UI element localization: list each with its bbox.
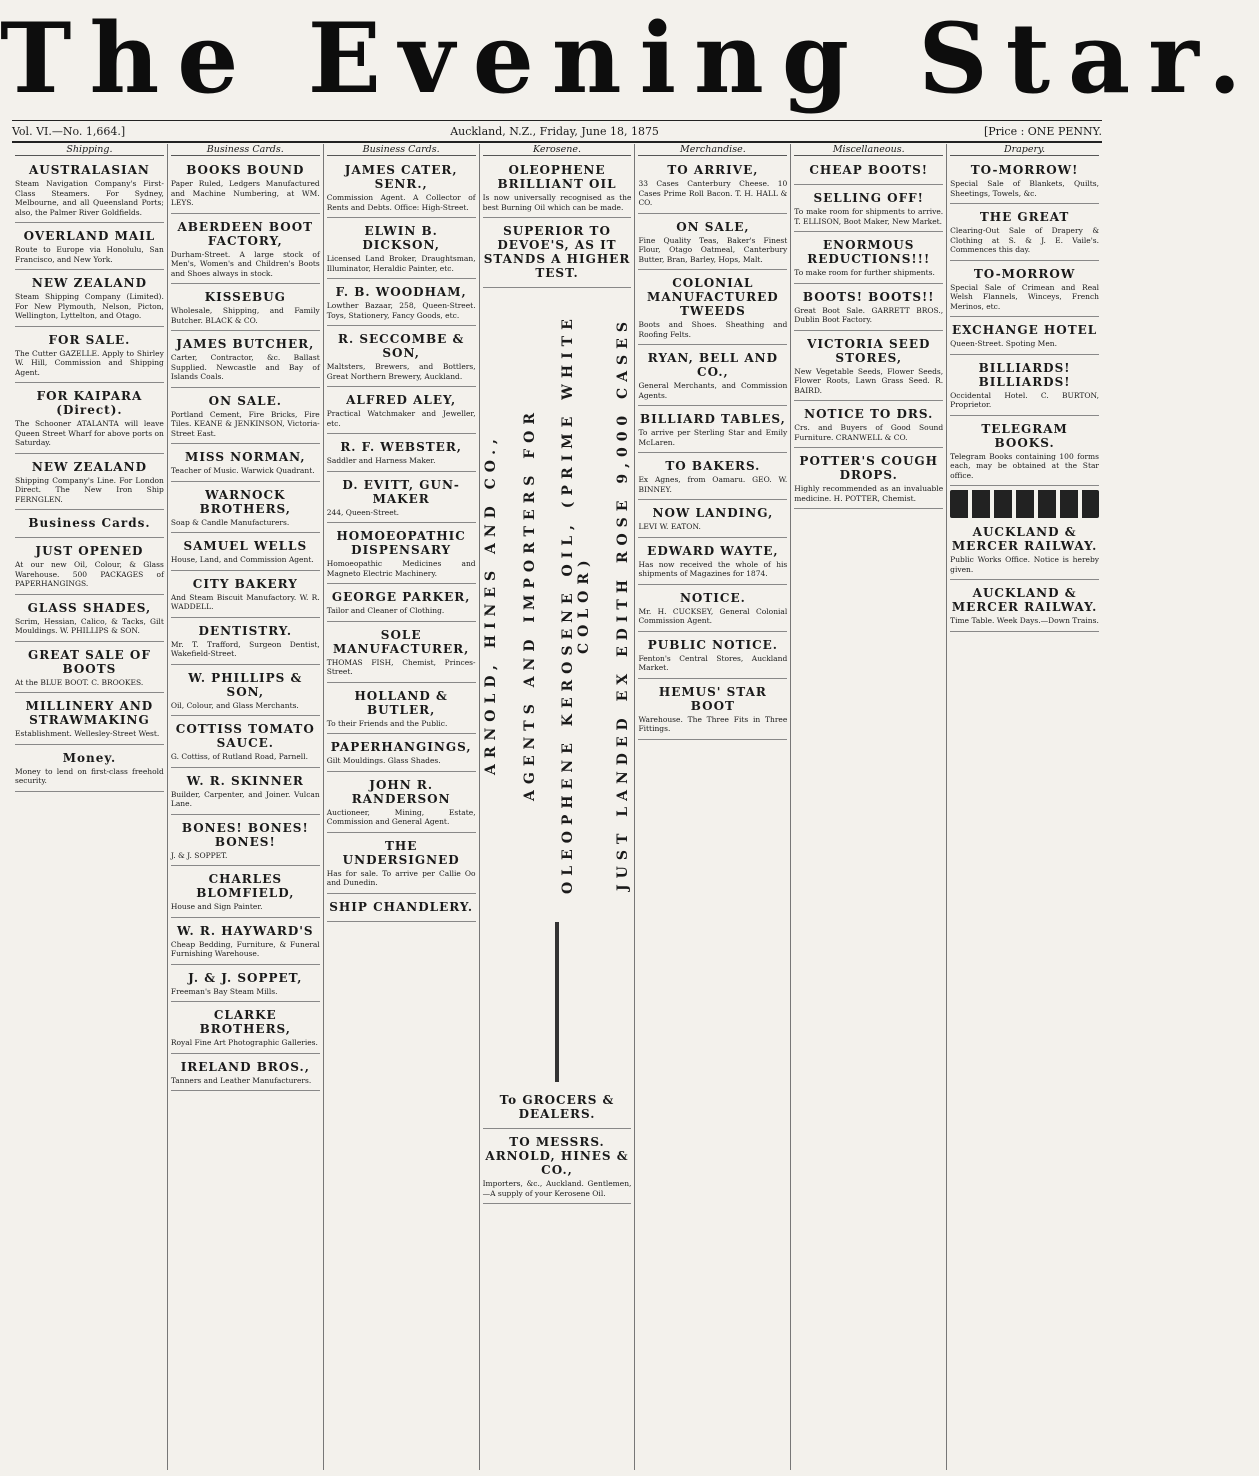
testimonial: [483, 1132, 632, 1204]
ad-title: ON SALE,: [676, 219, 750, 234]
ad-title: OVERLAND MAIL: [23, 229, 156, 243]
advertisement: [15, 598, 164, 642]
ad-title: MILLINERY AND STRAWMAKING: [25, 699, 154, 727]
ad-text: Tailor and Cleaner of Clothing.: [326, 606, 445, 615]
advertisement: [794, 188, 943, 232]
ad-text: Shipping Company's Line. For London Direct. The New Iron Ship FERNGLEN.: [15, 475, 164, 504]
ad-title: W. PHILLIPS & SON,: [188, 670, 303, 699]
ad-title: NOTICE TO DRS.: [804, 407, 934, 421]
advertisement: [327, 329, 476, 387]
column-3: [324, 144, 480, 1470]
ad-text: Soap & Candle Manufacturers.: [170, 517, 290, 527]
ad-text: General Merchants, and Commission Agents.: [638, 381, 788, 400]
advertisement: [638, 456, 787, 500]
ad-title: TELEGRAM BOOKS.: [981, 421, 1068, 450]
ad-text: G. Cottiss, of Rutland Road, Parnell.: [170, 752, 308, 761]
advertisement: [171, 869, 320, 918]
advertisement: [171, 968, 320, 1003]
vertical-line: JUST LANDED EX EDITH ROSE 9,000 CASES: [615, 316, 632, 892]
ad-title: SHIP CHANDLERY.: [329, 899, 474, 914]
ad-text: At our new Oil, Colour, & Glass Warehouse. 500 PACKAGES of PAPERHANGINGS.: [15, 560, 164, 588]
ad-text: Oil, Colour, and Glass Merchants.: [170, 700, 299, 710]
testimonial-text: Importers, &c., Auckland. Gentlemen,—A supply of your Kerosene Oil.: [482, 1179, 632, 1198]
advertisement: [171, 771, 320, 815]
ad-title: VICTORIA SEED STORES,: [807, 336, 931, 365]
column-heading: Merchandise.: [638, 144, 787, 156]
advertisement: [327, 625, 476, 683]
place-date: Auckland, N.Z., Friday, June 18, 1875: [450, 124, 659, 138]
advertisement: [483, 1090, 632, 1129]
ad-text: Money to lend on first-class freehold security.: [15, 766, 164, 785]
advertisement: [950, 320, 1099, 355]
ad-text: Commission Agent. A Collector of Rents and Debts. Office: High-Street.: [326, 193, 476, 212]
ad-title: EDWARD WAYTE,: [647, 543, 779, 558]
advertisement: [794, 287, 943, 331]
ad-text: J. & J. SOPPET.: [170, 850, 228, 860]
ad-title: BONES! BONES! BONES!: [181, 820, 309, 849]
ad-text: Mr. T. Trafford, Surgeon Dentist, Wakefield-Street.: [170, 639, 320, 658]
ad-text: Wholesale, Shipping, and Family Butcher. BLACK & CO.: [170, 306, 320, 325]
advertisement: [15, 330, 164, 384]
ad-title: W. R. HAYWARD'S: [176, 923, 314, 938]
ad-title: NOW LANDING,: [652, 506, 774, 520]
ad-text: Tanners and Leather Manufacturers.: [170, 1075, 312, 1085]
advertisement: [327, 836, 476, 894]
advertisement: [171, 391, 320, 445]
advertisement: [950, 358, 1099, 416]
ad-title: COTTISS TOMATO SAUCE.: [175, 722, 315, 750]
ad-title: HOMOEOPATHIC DISPENSARY: [336, 529, 466, 557]
ad-title: OLEOPHENE BRILLIANT OIL: [497, 163, 617, 191]
column-heading: Shipping.: [15, 144, 164, 156]
ad-title: JAMES CATER, SENR.,: [344, 163, 458, 191]
advertisement: [171, 921, 320, 965]
ad-text: Establishment. Wellesley-Street West.: [15, 729, 160, 738]
ad-title: GREAT SALE OF BOOTS: [28, 647, 151, 676]
advertisement: [15, 645, 164, 694]
column-1: [12, 144, 168, 1470]
ad-text: Telegram Books containing 100 forms each, may be obtained at the Star office.: [950, 451, 1100, 480]
ad-title: GLASS SHADES,: [27, 600, 152, 615]
ad-text: The Schooner ATALANTA will leave Queen Street Wharf for above ports on Saturday.: [15, 419, 164, 447]
ad-title: KISSEBUG: [204, 290, 286, 304]
ad-title: CITY BAKERY: [192, 576, 298, 591]
advertisement: [171, 668, 320, 717]
ad-title: CHEAP BOOTS!: [809, 163, 929, 177]
ad-text: And Steam Biscuit Manufactory. W. R. WADDELL.: [170, 592, 320, 611]
advertisement: [171, 334, 320, 388]
ad-title: RYAN, BELL AND CO.,: [647, 351, 779, 379]
ad-title: PUBLIC NOTICE.: [647, 637, 778, 652]
ad-title: NOTICE.: [679, 590, 746, 605]
advertisement: [171, 719, 320, 768]
ad-text: Licensed Land Broker, Draughtsman, Illuminator, Heraldic Painter, etc.: [326, 254, 476, 273]
ad-title: POTTER'S COUGH DROPS.: [799, 454, 939, 482]
ad-title: HOLLAND & BUTLER,: [354, 688, 448, 717]
ad-text: Highly recommended as an invaluable medicine. H. POTTER, Chemist.: [794, 484, 944, 503]
ad-text: Queen-Street. Spoting Men.: [950, 339, 1057, 348]
advertisement: [171, 485, 320, 534]
ad-title: TO BAKERS.: [665, 459, 761, 473]
ad-title: JAMES BUTCHER,: [176, 337, 315, 351]
advertisement: [327, 526, 476, 584]
advertisement: [638, 409, 787, 453]
column-heading: Kerosene.: [483, 144, 632, 156]
advertisement: [15, 748, 164, 792]
advertisement: [327, 775, 476, 833]
ad-text: Paper Ruled, Ledgers Manufactured and Machine Numbering, at WM. LEYS.: [170, 179, 320, 207]
column-heading: Business Cards.: [327, 144, 476, 156]
ad-text: Teacher of Music. Warwick Quadrant.: [170, 466, 315, 475]
advertisement: [171, 217, 320, 285]
ad-text: Cheap Bedding, Furniture, & Funeral Furnishing Warehouse.: [170, 939, 320, 958]
advertisement: [171, 818, 320, 867]
ad-title: CHARLES BLOMFIELD,: [196, 872, 295, 900]
ad-text: Occidental Hotel. C. BURTON, Proprietor.: [950, 390, 1100, 409]
advertisement: [950, 583, 1099, 632]
ad-title: NEW ZEALAND: [31, 459, 147, 474]
ad-title: IRELAND BROS.,: [180, 1059, 310, 1074]
ad-title: SOLE MANUFACTURER,: [332, 627, 470, 656]
ad-text: Steam Shipping Company (Limited). For New Plymouth, Nelson, Picton, Wellington, Lyttelton, and Otago.: [15, 292, 164, 320]
ad-title: TO-MORROW!: [970, 163, 1079, 177]
column-heading: Miscellaneous.: [794, 144, 943, 156]
advertisement: [327, 737, 476, 772]
advertisement: [638, 635, 787, 679]
advertisement: [638, 682, 787, 740]
ad-title: BOOTS! BOOTS!!: [802, 289, 935, 304]
ad-title: JUST OPENED: [35, 544, 144, 558]
advertisement: [950, 419, 1099, 487]
advertisement: [794, 160, 943, 185]
ad-title: CLARKE BROTHERS,: [199, 1008, 291, 1036]
ad-title: NEW ZEALAND: [31, 276, 147, 290]
advertisement: [15, 513, 164, 538]
ad-title: TO-MORROW: [973, 266, 1076, 281]
ad-text: Royal Fine Art Photographic Galleries.: [170, 1038, 318, 1047]
ad-title: FOR KAIPARA (Direct).: [36, 389, 143, 417]
ad-text: Gilt Mouldings. Glass Shades.: [326, 756, 441, 765]
advertisement: [327, 160, 476, 218]
ad-text: Durham-Street. A large stock of Men's, Women's and Children's Boots and Shoes always in stock.: [170, 249, 320, 278]
advertisement: [15, 386, 164, 454]
ad-text: To make room for shipments to arrive. T. ELLISON, Boot Maker, New Market.: [794, 207, 944, 226]
ad-title: R. F. WEBSTER,: [340, 440, 462, 454]
ad-title: SAMUEL WELLS: [183, 539, 308, 553]
column-heading: Drapery.: [950, 144, 1099, 156]
advertisement: [950, 264, 1099, 318]
ad-text: 244, Queen-Street.: [326, 507, 400, 517]
ad-text: Time Table. Week Days.—Down Trains.: [950, 616, 1099, 625]
advertisement: [950, 207, 1099, 261]
advertisement: [483, 221, 632, 288]
advertisement: [15, 273, 164, 327]
ad-title: BOOKS BOUND: [186, 163, 305, 177]
ad-text: Lowther Bazaar, 258, Queen-Street. Toys, Stationery, Fancy Goods, etc.: [326, 301, 476, 320]
vertical-line: ARNOLD, HINES AND CO.,: [482, 433, 499, 775]
column-5: [635, 144, 791, 1470]
ad-text: LEVI W. EATON.: [638, 522, 701, 531]
ad-title: SUPERIOR TO DEVOE'S, AS IT STANDS A HIGHER TEST.: [483, 224, 631, 280]
ad-title: THE UNDERSIGNED: [342, 838, 460, 867]
advertisement: [794, 334, 943, 402]
column-6: [791, 144, 947, 1470]
advertisement: [15, 160, 164, 223]
advertisement: [950, 522, 1099, 580]
ad-text: Fenton's Central Stores, Auckland Market.: [638, 653, 788, 672]
ad-title: ELWIN B. DICKSON,: [362, 224, 440, 252]
ad-text: Special Sale of Crimean and Real Welsh Flannels, Winceys, French Merinos, etc.: [950, 282, 1100, 311]
testimonial-title: TO MESSRS. ARNOLD, HINES & CO.,: [485, 1135, 629, 1177]
newspaper-title: The Evening Star.: [0, 2, 1259, 115]
column-heading: Business Cards.: [171, 144, 320, 156]
ad-text: Portland Cement, Fire Bricks, Fire Tiles. KEANE & JENKINSON, Victoria-Street East.: [170, 409, 320, 438]
ad-text: House, Land, and Commission Agent.: [170, 555, 314, 564]
ad-title: WARNOCK BROTHERS,: [199, 487, 291, 516]
ad-text: To their Friends and the Public.: [326, 718, 448, 728]
ad-title: J. & J. SOPPET,: [188, 970, 303, 985]
advertisement: [327, 437, 476, 472]
advertisement: [171, 287, 320, 331]
vertical-ad-text: [483, 294, 632, 914]
advertisement: [327, 390, 476, 434]
ad-title: GEORGE PARKER,: [331, 590, 471, 604]
advertisement: [171, 621, 320, 665]
ad-title: PAPERHANGINGS,: [330, 740, 472, 754]
advertisement: [15, 696, 164, 745]
ad-text: Maltsters, Brewers, and Bottlers, Great Northern Brewery, Auckland.: [326, 362, 476, 381]
ad-title: To GROCERS & DEALERS.: [499, 1093, 615, 1121]
advertisement: [638, 588, 787, 632]
ad-text: Great Boot Sale. GARRETT BROS., Dublin Boot Factory.: [794, 305, 944, 324]
ad-text: Public Works Office. Notice is hereby given.: [950, 555, 1100, 574]
volume-number: Vol. VI.—No. 1,664.]: [12, 124, 126, 138]
ad-title: D. EVITT, GUN-MAKER: [342, 477, 460, 506]
ad-text: Special Sale of Blankets, Quilts, Sheetings, Towels, &c.: [950, 179, 1100, 198]
ad-text: Boots and Shoes. Sheathing and Roofing Felts.: [638, 320, 788, 339]
advertisement: [483, 160, 632, 218]
price: [Price : ONE PENNY.: [983, 124, 1102, 138]
vertical-line: AGENTS AND IMPORTERS FOR: [521, 407, 538, 801]
ad-text: New Vegetable Seeds, Flower Seeds, Flower Roots, Lawn Grass Seed. R. BAIRD.: [794, 366, 944, 395]
advertisement: [794, 451, 943, 509]
ad-title: W. R. SKINNER: [186, 773, 304, 788]
ad-text: Fine Quality Teas, Baker's Finest Flour, Otago Oatmeal, Canterbury Butter, Bran, Barley, Hops, Malt.: [638, 235, 788, 264]
ad-title: AUCKLAND & MERCER RAILWAY.: [951, 525, 1098, 553]
advertisement: [794, 404, 943, 448]
advertisement: [638, 160, 787, 214]
ad-text: To arrive per Sterling Star and Emily McLaren.: [638, 428, 788, 447]
ad-title: MISS NORMAN,: [185, 450, 306, 464]
column-7: [947, 144, 1102, 1470]
ad-text: Route to Europe via Honolulu, San Francisco, and New York.: [15, 245, 164, 264]
masthead: [0, 0, 1259, 118]
ad-title: FOR SALE.: [48, 332, 131, 347]
ad-text: The Cutter GAZELLE. Apply to Shirley W. Hill, Commission and Shipping Agent.: [15, 348, 164, 377]
ad-title: F. B. WOODHAM,: [335, 285, 467, 299]
advertisement: [327, 475, 476, 524]
ad-text: Auctioneer, Mining, Estate, Commission and General Agent.: [326, 807, 476, 826]
ad-text: Homoeopathic Medicines and Magneto Electric Machinery.: [326, 559, 476, 578]
ad-title: EXCHANGE HOTEL: [951, 323, 1098, 337]
ad-text: Saddler and Harness Maker.: [326, 456, 436, 465]
advertisement: [638, 348, 787, 406]
advertisement: [327, 221, 476, 279]
ad-text: Has now received the whole of his shipments of Magazines for 1874.: [638, 559, 788, 578]
advertisement: [327, 686, 476, 735]
advertisement: [15, 226, 164, 270]
ad-title: DENTISTRY.: [198, 623, 293, 638]
train-illustration: [950, 490, 1099, 518]
ad-text: Warehouse. The Three Fits in Three Fittings.: [638, 714, 788, 733]
ad-title: Money.: [62, 750, 117, 765]
advertisement: [171, 1005, 320, 1054]
ad-title: SELLING OFF!: [813, 191, 924, 205]
ad-title: TO ARRIVE,: [667, 163, 759, 177]
dateline: [12, 120, 1102, 143]
ad-text: Steam Navigation Company's First-Class Steamers. For Sydney, Melbourne, and all Queensland Ports; also, the Palmer River Goldfields.: [15, 179, 164, 217]
ad-text: House and Sign Painter.: [170, 902, 263, 911]
ad-text: Carter, Contractor, &c. Ballast Supplied. Newcastle and Bay of Islands Coals.: [170, 353, 320, 381]
ad-text: 33 Cases Canterbury Cheese. 10 Cases Prime Roll Bacon. T. H. HALL & CO.: [638, 179, 788, 207]
ad-text: Crs. and Buyers of Good Sound Furniture. CRANWELL & CO.: [794, 423, 944, 442]
ad-title: ALFRED ALEY,: [346, 393, 457, 407]
ad-text: Scrim, Hessian, Calico, & Tacks, Gilt Mouldings. W. PHILLIPS & SON.: [15, 616, 164, 635]
ad-text: At the BLUE BOOT. C. BROOKES.: [15, 677, 144, 687]
ad-text: Is now universally recognised as the best Burning Oil which can be made.: [482, 193, 632, 212]
ad-text: THOMAS FISH, Chemist, Princes-Street.: [326, 657, 476, 676]
ad-title: COLONIAL MANUFACTURED TWEEDS: [647, 276, 779, 318]
advertisement: [171, 1057, 320, 1092]
ad-text: Ex Agnes, from Oamaru. GEO. W. BINNEY.: [638, 475, 788, 494]
vertical-line: OLEOPHENE KEROSENE OIL, (PRIME WHITE COLOR): [560, 313, 593, 895]
ad-text: Has for sale. To arrive per Callie Oo and Dunedin.: [326, 868, 476, 887]
advertisement: [327, 587, 476, 622]
advertisement: [638, 541, 787, 585]
advertisement: [327, 897, 476, 922]
advertisement: [171, 536, 320, 571]
ad-text: Mr. H. CUCKSEY, General Colonial Commission Agent.: [638, 606, 788, 625]
column-4: [480, 144, 636, 1470]
ad-title: THE GREAT: [979, 210, 1070, 224]
ad-title: Business Cards.: [28, 516, 151, 530]
ad-title: AUCKLAND & MERCER RAILWAY.: [951, 586, 1098, 614]
advertisement: [794, 235, 943, 284]
advertisement: [638, 217, 787, 271]
advertisement: [15, 457, 164, 511]
advertisement: [171, 160, 320, 214]
ad-text: Builder, Carpenter, and Joiner. Vulcan Lane.: [170, 789, 320, 808]
ad-title: BILLIARD TABLES,: [639, 412, 786, 426]
ad-text: Freeman's Bay Steam Mills.: [170, 986, 278, 996]
ad-title: R. SECCOMBE & SON,: [338, 332, 465, 360]
advertisement: [950, 160, 1099, 204]
advertisement: [15, 541, 164, 595]
ad-title: HEMUS' STAR BOOT: [658, 684, 767, 713]
ad-title: ABERDEEN BOOT FACTORY,: [177, 219, 314, 248]
ad-text: Practical Watchmaker and Jeweller, etc.: [326, 409, 476, 428]
lamp-illustration: [537, 922, 577, 1082]
advertisement: [327, 282, 476, 326]
ad-title: JOHN R. RANDERSON: [351, 777, 451, 806]
ad-text: Clearing-Out Sale of Drapery & Clothing at S. & J. E. Vaile's. Commences this day.: [950, 226, 1100, 254]
advertisement: [171, 447, 320, 482]
ad-title: BILLIARDS! BILLIARDS!: [978, 360, 1071, 389]
ad-title: AUSTRALASIAN: [28, 163, 150, 177]
ad-title: ENORMOUS REDUCTIONS!!!: [807, 238, 931, 266]
columns: [12, 144, 1102, 1470]
advertisement: [171, 574, 320, 618]
column-2: [168, 144, 324, 1470]
ad-title: ON SALE.: [208, 393, 282, 408]
advertisement: [638, 273, 787, 345]
advertisement: [638, 503, 787, 538]
ad-text: To make room for further shipments.: [794, 268, 935, 277]
